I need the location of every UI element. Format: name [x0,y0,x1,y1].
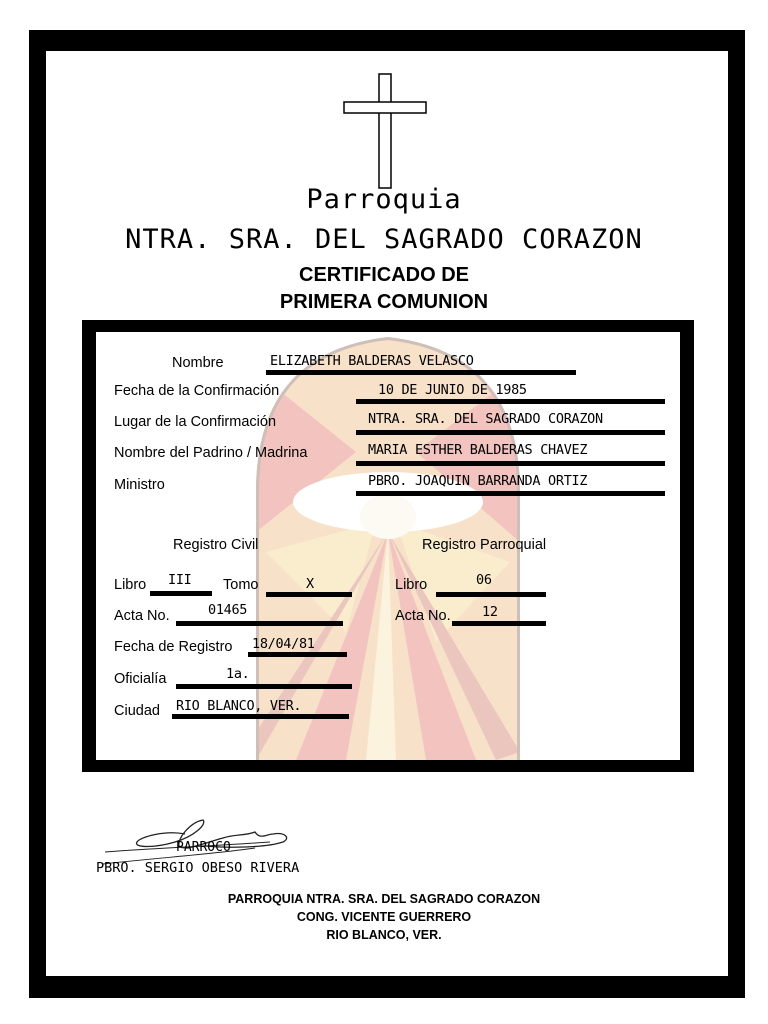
civil-ciudad-label: Ciudad [114,703,160,719]
civil-oficialia-value: 1a. [226,666,250,682]
signature-name: PBRO. SERGIO OBESO RIVERA [96,860,300,876]
padrino-value: MARIA ESTHER BALDERAS CHAVEZ [368,442,588,458]
civil-fecha-value: 18/04/81 [252,636,315,652]
parroquial-acta-label: Acta No. [395,608,451,624]
nombre-label: Nombre [172,355,224,371]
certificate-title-line2: PRIMERA COMUNION [279,291,489,313]
lugar-confirmacion-underline [356,430,665,435]
nombre-value: ELIZABETH BALDERAS VELASCO [270,353,474,369]
signature-role: PARROCO [176,840,231,855]
fecha-confirmacion-value: 10 DE JUNIO DE 1985 [378,382,527,398]
lugar-confirmacion-value: NTRA. SRA. DEL SAGRADO CORAZON [368,411,603,427]
certificate-title-line1: CERTIFICADO DE [299,264,469,286]
civil-acta-underline [176,621,343,626]
fecha-confirmacion-underline [356,399,665,404]
padrino-label: Nombre del Padrino / Madrina [114,445,308,461]
parroquial-libro-label: Libro [395,577,428,593]
parroquial-acta-underline [452,621,546,626]
civil-tomo-underline [266,592,352,597]
parroquial-libro-value: 06 [476,572,492,588]
parish-title: Parroquia [306,184,462,215]
civil-fecha-underline [248,652,347,657]
lugar-confirmacion-label: Lugar de la Confirmación [114,414,277,430]
ministro-underline [356,491,665,496]
registro-civil-title: Registro Civil [173,537,259,553]
padrino-underline [356,461,665,466]
ministro-value: PBRO. JOAQUIN BARRANDA ORTIZ [368,473,588,489]
civil-libro-label: Libro [114,577,147,593]
parroquial-libro-underline [436,592,546,597]
civil-oficialia-underline [176,684,352,689]
footer-line2: CONG. VICENTE GUERRERO [296,910,472,924]
civil-oficialia-label: Oficialía [114,671,167,687]
parroquial-acta-value: 12 [482,604,498,620]
civil-acta-value: 01465 [208,602,248,618]
civil-fecha-label: Fecha de Registro [114,639,233,655]
cross-icon [340,72,430,192]
nombre-underline [266,370,576,375]
footer-line3: RIO BLANCO, VER. [326,928,442,942]
civil-tomo-label: Tomo [223,577,259,593]
parish-name: NTRA. SRA. DEL SAGRADO CORAZON [125,224,643,255]
civil-ciudad-underline [172,714,349,719]
civil-ciudad-value: RIO BLANCO, VER. [176,698,302,714]
civil-libro-underline [150,591,212,596]
registro-parroquial-title: Registro Parroquial [422,537,547,553]
footer-line1: PARROQUIA NTRA. SRA. DEL SAGRADO CORAZON [227,892,541,906]
ministro-label: Ministro [114,477,165,493]
fecha-confirmacion-label: Fecha de la Confirmación [114,383,280,399]
civil-acta-label: Acta No. [114,608,170,624]
civil-tomo-value: X [306,576,314,592]
civil-libro-value: III [168,572,192,588]
